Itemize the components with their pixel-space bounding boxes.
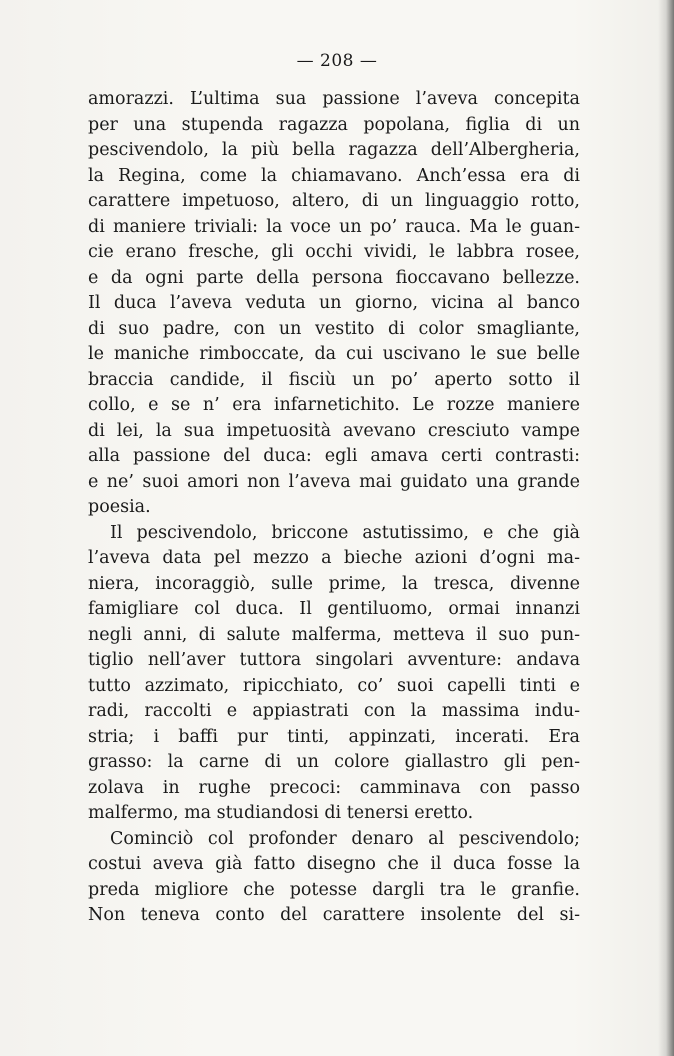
- text-line: negli anni, di salute malferma, metteva il suo pun-: [88, 624, 580, 645]
- text-line: Non teneva conto del carattere insolente del si-: [88, 905, 580, 925]
- page-number: — 208 —: [296, 51, 378, 71]
- text-line: di lei, la sua impetuosità avevano cresciuto vampe: [88, 420, 580, 441]
- text-line: braccia candide, il fisciù un po’ aperto sotto il: [88, 369, 580, 390]
- text-line: niera, incoraggiò, sulle prime, la tresca, divenne: [88, 573, 580, 594]
- text-line: poesia.: [88, 497, 151, 517]
- text-line: l’aveva data pel mezzo a bieche azioni d’ogni ma-: [88, 548, 580, 568]
- page-edge-shadow: [658, 0, 674, 1056]
- text-line: zolava in rughe precoci: camminava con passo: [88, 777, 580, 798]
- text-line: tutto azzimato, ripicchiato, co’ suoi capelli tinti e: [88, 675, 580, 696]
- text-line: e da ogni parte della persona fioccavano bellezze.: [88, 267, 580, 288]
- text-line: alla passione del duca: egli amava certi contrasti:: [88, 446, 580, 466]
- text-line: la Regina, come la chiamavano. Anch’essa era di: [88, 165, 580, 186]
- text-line: pescivendolo, la più bella ragazza dell’Albergheria,: [88, 140, 580, 160]
- text-line: stria; i baffi pur tinti, appinzati, incerati. Era: [88, 726, 580, 747]
- text-line: Il duca l’aveva veduta un giorno, vicina al banco: [88, 293, 580, 313]
- text-line: grasso: la carne di un colore giallastro gli pen-: [88, 752, 580, 772]
- text-line: tiglio nell’aver tuttora singolari avventure: andava: [88, 650, 580, 670]
- text-line: carattere impetuoso, altero, di un linguaggio rotto,: [88, 191, 580, 211]
- text-line: malfermo, ma studiandosi di tenersi eretto.: [88, 803, 474, 823]
- text-line: cie erano fresche, gli occhi vividi, le labbra rosee,: [88, 242, 580, 262]
- text-line: e ne’ suoi amori non l’aveva mai guidato una grande: [88, 471, 580, 492]
- text-line: di maniere triviali: la voce un po’ rauca. Ma le guan-: [88, 216, 580, 237]
- text-line: radi, raccolti e appiastrati con la massima indu-: [88, 701, 580, 721]
- text-line: di suo padre, con un vestito di color smagliante,: [88, 318, 580, 339]
- text-line: costui aveva già fatto disegno che il duca fosse la: [88, 854, 580, 874]
- text-line: amorazzi. L’ultima sua passione l’aveva concepita: [88, 89, 580, 109]
- text-line: Il pescivendolo, briccone astutissimo, e che già: [110, 522, 580, 543]
- text-line: collo, e se n’ era infarnetichito. Le rozze maniere: [88, 395, 580, 415]
- text-line: le maniche rimboccate, da cui uscivano le sue belle: [88, 344, 580, 364]
- body-text: [88, 87, 580, 929]
- text-line: famigliare col duca. Il gentiluomo, ormai innanzi: [88, 599, 580, 619]
- text-line: Cominciò col profonder denaro al pescivendolo;: [110, 828, 580, 849]
- text-line: preda migliore che potesse dargli tra le granfie.: [88, 879, 580, 900]
- text-line: per una stupenda ragazza popolana, figlia di un: [88, 114, 580, 135]
